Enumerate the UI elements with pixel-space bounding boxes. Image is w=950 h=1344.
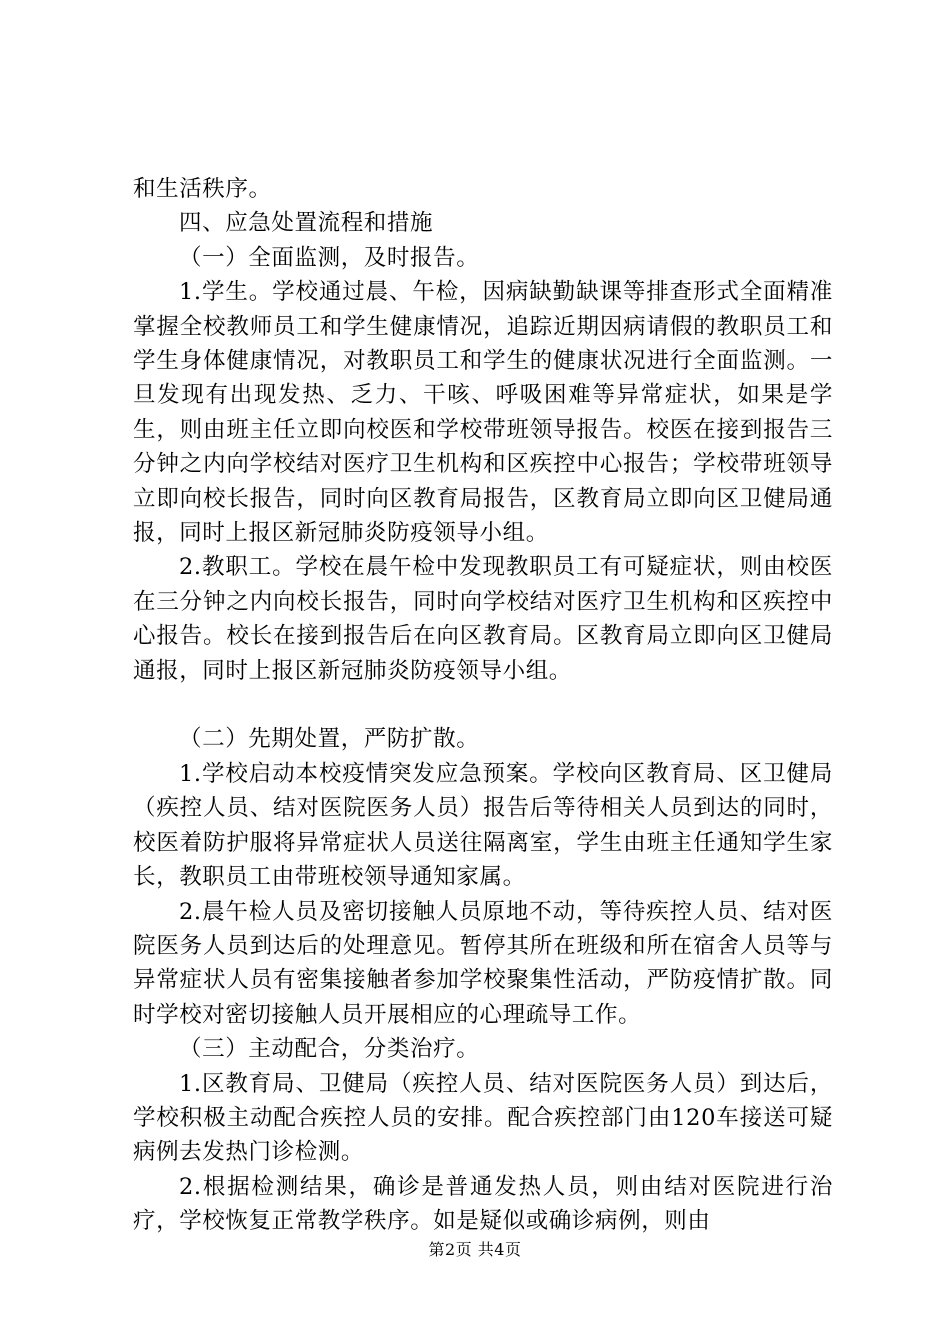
paragraph-treatment: 2.根据检测结果，确诊是普通发热人员，则由结对医院进行治疗，学校恢复正常教学秩序。如是疑似或确诊病例，则由 <box>133 1173 833 1235</box>
paragraph-students: 1.学生。学校通过晨、午检，因病缺勤缺课等排查形式全面精准掌握全校教师员工和学生健康情况，追踪近期因病请假的教职员工和学生身体健康情况，对教职员工和学生的健康状况进行全面监测。一旦发现有出现发热、乏力、干咳、呼吸困难等异常症状，如果是学生，则由班主任立即向校医和学校带班领导报告。校医在接到报告三分钟之内向学校结对医疗卫生机构和区疾控中心报告；学校带班领导立即向校长报告，同时向区教育局报告，区教育局立即向区卫健局通报，同时上报区新冠肺炎防疫领导小组。 <box>133 279 833 547</box>
subsection-heading-3: （三）主动配合，分类治疗。 <box>179 1036 480 1063</box>
paragraph-staff: 2.教职工。学校在晨午检中发现教职员工有可疑症状，则由校医在三分钟之内向校长报告，同时向学校结对医疗卫生机构和区疾控中心报告。校长在接到报告后在向区教育局。区教育局立即向区卫健局通报，同时上报区新冠肺炎防疫领导小组。 <box>133 554 833 684</box>
section-heading-4: 四、应急处置流程和措施 <box>179 210 434 237</box>
page-footer: 第2页 共4页 <box>428 1240 522 1259</box>
document-body <box>133 172 833 1239</box>
paragraph-gap <box>133 688 833 722</box>
paragraph-emergency-plan: 1.学校启动本校疫情突发应急预案。学校向区教育局、区卫健局（疾控人员、结对医院医务人员）报告后等待相关人员到达的同时，校医着防护服将异常症状人员送往隔离室，学生由班主任通知学生家长，教职员工由带班校领导通知家属。 <box>133 760 833 891</box>
paragraph-cooperation: 1.区教育局、卫健局（疾控人员、结对医院医务人员）到达后，学校积极主动配合疾控人员的安排。配合疾控部门由120车接送可疑病例去发热门诊检测。 <box>133 1070 833 1166</box>
paragraph-close-contacts: 2.晨午检人员及密切接触人员原地不动，等待疾控人员、结对医院医务人员到达后的处理意见。暂停其所在班级和所在宿舍人员等与异常症状人员有密集接触者参加学校聚集性活动，严防疫情扩散。同时学校对密切接触人员开展相应的心理疏导工作。 <box>133 898 833 1028</box>
subsection-heading-2: （二）先期处置，严防扩散。 <box>179 726 480 753</box>
paragraph-continuation: 和生活秩序。 <box>133 176 272 202</box>
subsection-heading-1: （一）全面监测，及时报告。 <box>179 244 480 271</box>
